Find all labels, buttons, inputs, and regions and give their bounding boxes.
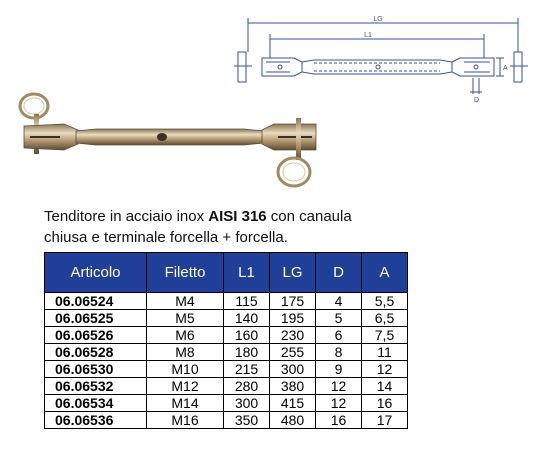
table-row bbox=[45, 395, 408, 412]
table-row bbox=[45, 310, 408, 327]
cell-a: 5,5 bbox=[362, 293, 408, 310]
cell-l1: 350 bbox=[224, 412, 270, 429]
cell-l1: 280 bbox=[224, 378, 270, 395]
table-row bbox=[45, 327, 408, 344]
cell-l1: 215 bbox=[224, 361, 270, 378]
cell-filetto: M14 bbox=[147, 395, 224, 412]
product-photo bbox=[12, 86, 330, 198]
table-row bbox=[45, 344, 408, 361]
dim-label-a: A bbox=[503, 65, 508, 72]
cell-articolo: 06.06525 bbox=[45, 310, 147, 327]
header-a: A bbox=[362, 253, 408, 293]
cell-l1: 300 bbox=[224, 395, 270, 412]
header-lg: LG bbox=[270, 253, 316, 293]
dim-label-l1: L1 bbox=[364, 32, 372, 39]
cell-d: 9 bbox=[316, 361, 362, 378]
cell-filetto: M4 bbox=[147, 293, 224, 310]
cell-a: 17 bbox=[362, 412, 408, 429]
description-material: AISI 316 bbox=[208, 208, 267, 225]
cell-d: 16 bbox=[316, 412, 362, 429]
cell-a: 7,5 bbox=[362, 327, 408, 344]
cell-a: 12 bbox=[362, 361, 408, 378]
description-text-post: con canaula bbox=[266, 208, 352, 225]
cell-filetto: M16 bbox=[147, 412, 224, 429]
cell-d: 12 bbox=[316, 395, 362, 412]
cell-lg: 195 bbox=[270, 310, 316, 327]
cell-d: 6 bbox=[316, 327, 362, 344]
description-text-pre: Tenditore in acciaio inox bbox=[44, 208, 209, 225]
cell-a: 16 bbox=[362, 395, 408, 412]
dim-label-d: D bbox=[474, 97, 480, 104]
cell-lg: 300 bbox=[270, 361, 316, 378]
cell-lg: 255 bbox=[270, 344, 316, 361]
table-row bbox=[45, 293, 408, 310]
cell-lg: 415 bbox=[270, 395, 316, 412]
cell-articolo: 06.06526 bbox=[45, 327, 147, 344]
cell-lg: 380 bbox=[270, 378, 316, 395]
cell-filetto: M10 bbox=[147, 361, 224, 378]
cell-articolo: 06.06524 bbox=[45, 293, 147, 310]
cell-a: 6,5 bbox=[362, 310, 408, 327]
table-row bbox=[45, 378, 408, 395]
header-articolo: Articolo bbox=[45, 253, 147, 293]
header-l1: L1 bbox=[224, 253, 270, 293]
cell-filetto: M8 bbox=[147, 344, 224, 361]
cell-filetto: M5 bbox=[147, 310, 224, 327]
header-filetto: Filetto bbox=[147, 253, 224, 293]
header-d: D bbox=[316, 253, 362, 293]
cell-d: 5 bbox=[316, 310, 362, 327]
dim-label-lg: LG bbox=[373, 16, 383, 23]
cell-articolo: 06.06528 bbox=[45, 344, 147, 361]
table-row bbox=[45, 361, 408, 378]
table-header-row bbox=[45, 253, 408, 293]
cell-l1: 160 bbox=[224, 327, 270, 344]
cell-l1: 180 bbox=[224, 344, 270, 361]
cell-d: 4 bbox=[316, 293, 362, 310]
cell-a: 14 bbox=[362, 378, 408, 395]
cell-d: 8 bbox=[316, 344, 362, 361]
cell-filetto: M12 bbox=[147, 378, 224, 395]
cell-lg: 175 bbox=[270, 293, 316, 310]
cell-articolo: 06.06534 bbox=[45, 395, 147, 412]
cell-filetto: M6 bbox=[147, 327, 224, 344]
cell-articolo: 06.06530 bbox=[45, 361, 147, 378]
product-description bbox=[44, 206, 404, 248]
table-row bbox=[45, 412, 408, 429]
cell-lg: 230 bbox=[270, 327, 316, 344]
cell-l1: 140 bbox=[224, 310, 270, 327]
description-line2: chiusa e terminale forcella + forcella. bbox=[44, 229, 288, 246]
cell-l1: 115 bbox=[224, 293, 270, 310]
specs-table bbox=[44, 252, 408, 429]
cell-lg: 480 bbox=[270, 412, 316, 429]
cell-articolo: 06.06536 bbox=[45, 412, 147, 429]
cell-d: 12 bbox=[316, 378, 362, 395]
cell-articolo: 06.06532 bbox=[45, 378, 147, 395]
cell-a: 11 bbox=[362, 344, 408, 361]
